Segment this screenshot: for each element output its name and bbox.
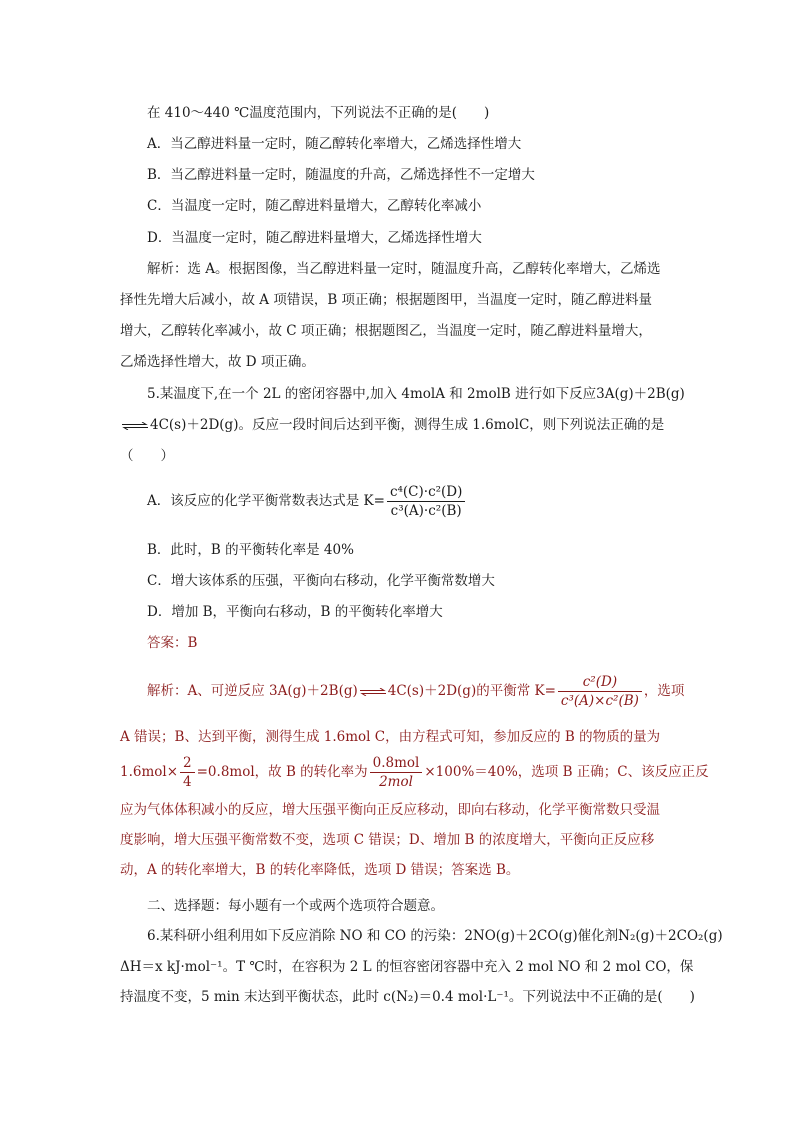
q5-line-2-text: 4C(s)＋2D(g)。反应一段时间后达到平衡，测得生成 1.6molC，则下列说法正确的是	[150, 417, 665, 433]
q5-line-2	[120, 415, 664, 435]
q5-option-d: D．增加 B，平衡向右移动，B 的平衡转化率增大	[147, 604, 443, 620]
solution-k-fraction	[558, 674, 642, 709]
solution-line-3-pre: 1.6mol×	[120, 764, 179, 780]
fraction-numerator: 2	[180, 755, 195, 773]
solution-line-1-mid: 4C(s)＋2D(g)的平衡常 K=	[387, 683, 556, 699]
analysis-line-2: 择性先增大后减小，故 A 项错误，B 项正确；根据题图甲，当温度一定时，随乙醇进料量	[120, 292, 653, 308]
analysis-line-3: 增大，乙醇转化率减小，故 C 项正确；根据题图乙，当温度一定时，随乙醇进料量增大，	[120, 323, 652, 339]
question-intro: 在 410～440 ℃温度范围内，下列说法不正确的是( )	[147, 105, 490, 121]
answer-label: 答案：B	[147, 635, 198, 651]
q6-line-1: 6.某科研小组利用如下反应消除 NO 和 CO 的污染：2NO(g)＋2CO(g)催化剂N₂(g)＋2CO₂(g)	[147, 928, 723, 944]
fraction-numerator: c⁴(C)·c²(D)	[387, 484, 465, 502]
q5-option-b: B．此时，B 的平衡转化率是 40%	[147, 542, 354, 558]
solution-line-2: A 错误；B、达到平衡，测得生成 1.6mol C，由方程式可知，参加反应的 B 的物质的量为	[120, 729, 661, 745]
analysis-line-1: 解析：选 A。根据图像，当乙醇进料量一定时，随温度升高，乙醇转化率增大，乙烯选	[147, 261, 661, 277]
solution-line-1-pre: 解析：A、可逆反应 3A(g)＋2B(g)	[147, 683, 358, 699]
equilibrium-constant-fraction	[387, 484, 465, 519]
solution-line-1	[147, 674, 684, 709]
solution-line-6: 动，A 的转化率增大，B 的转化率降低，选项 D 错误；答案选 B。	[120, 862, 520, 878]
q5-line-3: （ ）	[120, 448, 174, 464]
q5-option-c: C．增大该体系的压强，平衡向右移动，化学平衡常数增大	[147, 573, 495, 589]
solution-line-3-post: ×100%＝40%，选项 B 正确；C、该反应正反	[424, 764, 709, 780]
q5-line-1: 5.某温度下,在一个 2L 的密闭容器中,加入 4molA 和 2molB 进行如下反应3A(g)＋2B(g)	[147, 386, 685, 402]
option-b: B．当乙醇进料量一定时，随温度的升高，乙烯选择性不一定增大	[147, 167, 535, 183]
option-d: D．当温度一定时，随乙醇进料量增大，乙烯选择性增大	[147, 230, 482, 246]
solution-line-1-post: ，选项	[643, 683, 685, 699]
solution-line-5: 度影响，增大压强平衡常数不变，选项 C 错误；D、增加 B 的浓度增大，平衡向正反应移	[120, 832, 655, 848]
section-two-heading: 二、选择题：每小题有一个或两个选项符合题意。	[147, 898, 444, 914]
fraction-denominator: 2mol	[379, 774, 413, 790]
q5-option-a-text: A．该反应的化学平衡常数表达式是 K=	[147, 493, 385, 509]
q6-line-2: ΔH＝x kJ·mol⁻¹。T ℃时，在容积为 2 L 的恒容密闭容器中充入 2 mol NO 和 2 mol CO，保	[120, 959, 694, 975]
analysis-line-4: 乙烯选择性增大，故 D 项正确。	[120, 354, 315, 370]
fraction-numerator: c²(D)	[558, 674, 642, 692]
fraction-numerator: 0.8mol	[370, 755, 423, 773]
solution-line-4: 应为气体体积减小的反应，增大压强平衡向正反应移动，即向右移动，化学平衡常数只受温	[120, 802, 660, 818]
q5-option-a	[147, 484, 467, 519]
fraction-denominator: 4	[183, 774, 192, 790]
conversion-fraction	[370, 755, 423, 790]
fraction-denominator: c³(A)×c²(B)	[560, 693, 639, 709]
fraction-denominator: c³(A)·c²(B)	[390, 503, 462, 519]
equilibrium-arrow-icon	[360, 688, 386, 696]
solution-line-3	[120, 755, 709, 790]
solution-line-3-mid: =0.8mol，故 B 的转化率为	[196, 764, 368, 780]
equilibrium-arrow-icon	[122, 422, 148, 430]
option-c: C．当温度一定时，随乙醇进料量增大，乙醇转化率减小	[147, 198, 482, 214]
ratio-fraction	[180, 755, 195, 790]
option-a: A．当乙醇进料量一定时，随乙醇转化率增大，乙烯选择性增大	[147, 136, 522, 152]
q6-line-3: 持温度不变，5 min 末达到平衡状态，此时 c(N₂)＝0.4 mol·L⁻¹。下列说法中不正确的是( )	[120, 989, 695, 1005]
